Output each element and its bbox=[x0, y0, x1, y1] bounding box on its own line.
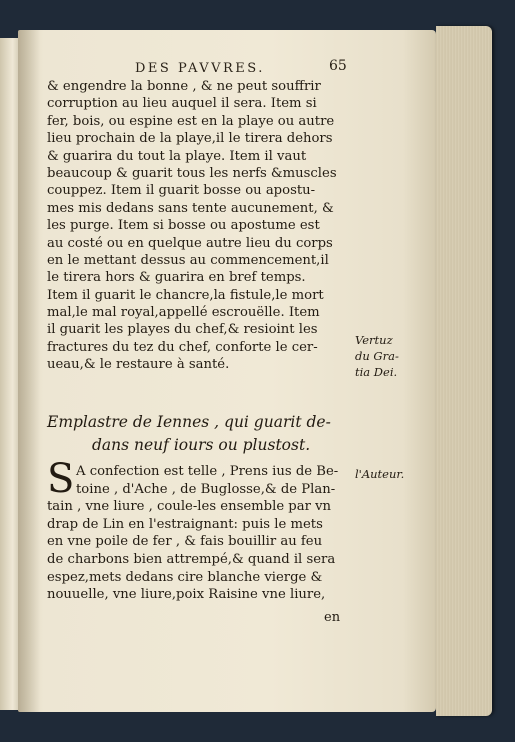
binding-shadow bbox=[18, 30, 40, 712]
page-fore-edge bbox=[436, 26, 492, 716]
text-line: corruption au lieu auquel il sera. Item si bbox=[47, 96, 317, 112]
text-line: mes mis dedans sans tente aucunement, & bbox=[47, 200, 334, 216]
text-line: & guarira du tout la playe. Item il vaut bbox=[47, 148, 307, 164]
text-line: Item il guarit le chancre,la fistule,le mort bbox=[47, 287, 324, 303]
text-line: il guarit les playes du chef,& resioint les bbox=[47, 322, 318, 338]
text-line: espez,mets dedans cire blanche vierge & bbox=[47, 569, 323, 585]
text-line: le tirera hors & guarira en bref temps. bbox=[47, 270, 306, 286]
text-line: en le mettant dessus au commencement,il bbox=[47, 252, 329, 268]
margin-note-line: du Gra- bbox=[355, 349, 399, 363]
text-line: couppez. Item il guarit bosse ou apostu- bbox=[47, 183, 316, 199]
facing-page-edge bbox=[0, 38, 19, 710]
margin-note-line: Vertuz bbox=[355, 333, 393, 347]
heading-line: Emplastre de Iennes , qui guarit de- bbox=[47, 413, 331, 431]
text-line: & engendre la bonne , & ne peut souffrir bbox=[47, 79, 321, 94]
page-number: 65 bbox=[329, 58, 347, 74]
section-heading bbox=[47, 411, 357, 457]
text-line: fer, bois, ou espine est en la playe ou autre bbox=[47, 113, 335, 129]
drop-capital: S bbox=[47, 456, 75, 502]
margin-note-line: tia Dei. bbox=[355, 365, 398, 379]
running-head: DES PAVVRES. bbox=[135, 61, 265, 76]
text-line: ueau,& le restaure à santé. bbox=[47, 357, 230, 373]
margin-note-vertus bbox=[355, 332, 399, 380]
text-line: toine , d'Ache , de Buglosse,& de Plan- bbox=[76, 481, 336, 497]
body-text bbox=[47, 78, 347, 374]
text-line: nouuelle, vne liure,poix Raisine vne liure, bbox=[47, 587, 326, 603]
text-line: A confection est telle , Prens ius de Be- bbox=[76, 464, 339, 479]
text-line: fractures du tez du chef, conforte le cer- bbox=[47, 339, 318, 355]
text-line: de charbons bien attrempé,& quand il sera bbox=[47, 551, 336, 567]
text-line: mal,le mal royal,appellé escrouëlle. Item bbox=[47, 305, 320, 321]
recipe-paragraph bbox=[47, 456, 357, 604]
heading-line: dans neuf iours ou plustost. bbox=[92, 436, 311, 454]
text-line: les purge. Item si bosse ou apostume est bbox=[47, 218, 320, 234]
text-line: au costé ou en quelque autre lieu du corps bbox=[47, 235, 333, 251]
margin-note-auteur: l'Auteur. bbox=[355, 467, 405, 481]
text-line: lieu prochain de la playe,il le tirera dehors bbox=[47, 131, 333, 147]
page-header bbox=[0, 58, 515, 77]
catchword: en bbox=[324, 610, 341, 625]
text-line: beaucoup & guarit tous les nerfs &muscles bbox=[47, 165, 337, 181]
text-line: drap de Lin en l'estraignant: puis le mets bbox=[47, 516, 323, 532]
text-line: en vne poile de fer , & fais bouillir au feu bbox=[47, 534, 323, 550]
text-line: tain , vne liure , coule-les ensemble par vn bbox=[47, 499, 332, 515]
